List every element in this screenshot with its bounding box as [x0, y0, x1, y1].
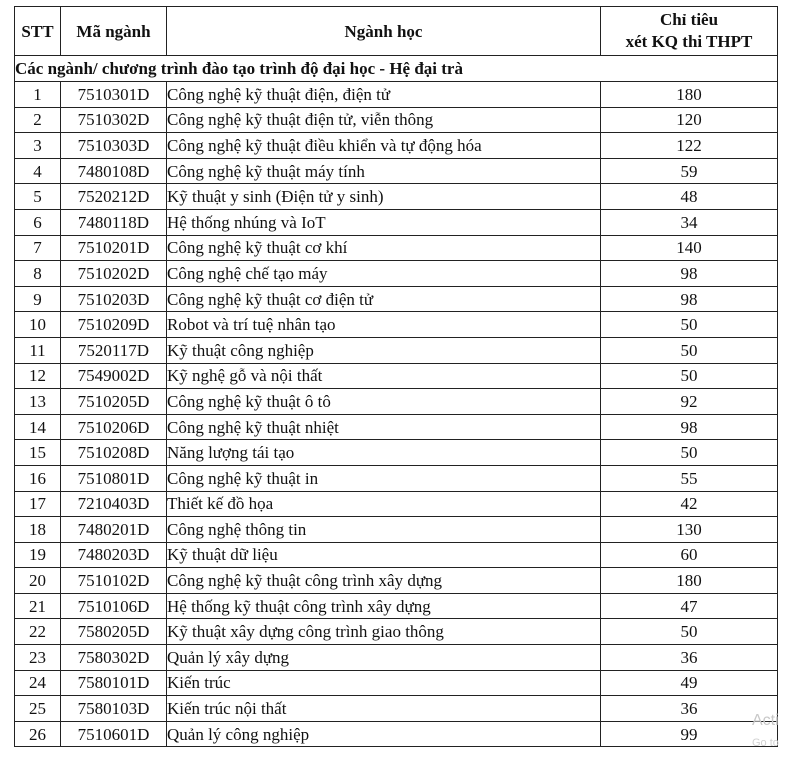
cell-stt: 21	[15, 593, 61, 619]
cell-quota: 98	[601, 414, 778, 440]
cell-major-code: 7580101D	[61, 670, 167, 696]
cell-major-name: Kỹ nghệ gỗ và nội thất	[167, 363, 601, 389]
table-row	[15, 389, 778, 415]
section-row	[15, 56, 778, 82]
header-quota	[601, 7, 778, 56]
table-row	[15, 184, 778, 210]
activation-watermark-sub: Go to	[752, 737, 779, 749]
cell-quota: 55	[601, 465, 778, 491]
cell-quota: 50	[601, 312, 778, 338]
cell-quota: 42	[601, 491, 778, 517]
cell-quota: 122	[601, 133, 778, 159]
cell-major-code: 7510102D	[61, 568, 167, 594]
cell-major-code: 7480118D	[61, 209, 167, 235]
cell-major-code: 7510302D	[61, 107, 167, 133]
cell-quota: 47	[601, 593, 778, 619]
cell-major-code: 7510202D	[61, 261, 167, 287]
cell-stt: 5	[15, 184, 61, 210]
table-row	[15, 363, 778, 389]
table-row	[15, 645, 778, 671]
table-row	[15, 209, 778, 235]
cell-major-code: 7580103D	[61, 696, 167, 722]
table-row	[15, 542, 778, 568]
cell-stt: 12	[15, 363, 61, 389]
cell-stt: 19	[15, 542, 61, 568]
cell-stt: 24	[15, 670, 61, 696]
cell-quota: 60	[601, 542, 778, 568]
header-major-code: Mã ngành	[61, 7, 167, 56]
cell-major-name: Công nghệ kỹ thuật điều khiển và tự động hóa	[167, 133, 601, 159]
cell-major-name: Công nghệ kỹ thuật nhiệt	[167, 414, 601, 440]
cell-stt: 1	[15, 82, 61, 108]
table-row	[15, 158, 778, 184]
cell-major-code: 7510801D	[61, 465, 167, 491]
cell-major-code: 7510206D	[61, 414, 167, 440]
header-quota-line1: Chỉ tiêu	[659, 10, 719, 29]
table-row	[15, 414, 778, 440]
cell-quota: 98	[601, 286, 778, 312]
cell-stt: 6	[15, 209, 61, 235]
cell-quota: 99	[601, 721, 778, 747]
cell-stt: 16	[15, 465, 61, 491]
section-title: Các ngành/ chương trình đào tạo trình độ đại học - Hệ đại trà	[15, 56, 778, 82]
cell-major-name: Công nghệ kỹ thuật ô tô	[167, 389, 601, 415]
cell-major-name: Quản lý xây dựng	[167, 645, 601, 671]
cell-quota: 50	[601, 337, 778, 363]
cell-major-code: 7510301D	[61, 82, 167, 108]
cell-major-name: Quản lý công nghiệp	[167, 721, 601, 747]
header-row	[15, 7, 778, 56]
cell-stt: 2	[15, 107, 61, 133]
cell-major-name: Thiết kế đồ họa	[167, 491, 601, 517]
cell-quota: 120	[601, 107, 778, 133]
cell-quota: 49	[601, 670, 778, 696]
header-major-name: Ngành học	[167, 7, 601, 56]
cell-quota: 36	[601, 696, 778, 722]
header-stt: STT	[15, 7, 61, 56]
cell-major-code: 7510106D	[61, 593, 167, 619]
cell-stt: 7	[15, 235, 61, 261]
cell-stt: 9	[15, 286, 61, 312]
cell-quota: 50	[601, 363, 778, 389]
cell-major-name: Công nghệ chế tạo máy	[167, 261, 601, 287]
cell-major-name: Hệ thống kỹ thuật công trình xây dựng	[167, 593, 601, 619]
table-row	[15, 491, 778, 517]
cell-major-name: Kỹ thuật y sinh (Điện tử y sinh)	[167, 184, 601, 210]
cell-major-name: Kỹ thuật dữ liệu	[167, 542, 601, 568]
cell-major-name: Công nghệ kỹ thuật cơ điện tử	[167, 286, 601, 312]
cell-quota: 50	[601, 440, 778, 466]
cell-major-code: 7510201D	[61, 235, 167, 261]
table-row	[15, 312, 778, 338]
cell-major-name: Kiến trúc	[167, 670, 601, 696]
cell-major-code: 7580205D	[61, 619, 167, 645]
cell-major-code: 7510209D	[61, 312, 167, 338]
cell-stt: 25	[15, 696, 61, 722]
table-row	[15, 619, 778, 645]
cell-major-name: Năng lượng tái tạo	[167, 440, 601, 466]
table-row	[15, 337, 778, 363]
table-row	[15, 593, 778, 619]
cell-stt: 22	[15, 619, 61, 645]
cell-major-name: Công nghệ kỹ thuật máy tính	[167, 158, 601, 184]
cell-quota: 130	[601, 517, 778, 543]
cell-quota: 34	[601, 209, 778, 235]
table-row	[15, 261, 778, 287]
table-row	[15, 696, 778, 722]
cell-quota: 59	[601, 158, 778, 184]
admission-quota-table	[14, 6, 778, 747]
cell-quota: 36	[601, 645, 778, 671]
cell-quota: 48	[601, 184, 778, 210]
cell-major-code: 7480203D	[61, 542, 167, 568]
table-row	[15, 286, 778, 312]
cell-major-name: Kỹ thuật xây dựng công trình giao thông	[167, 619, 601, 645]
cell-major-code: 7480108D	[61, 158, 167, 184]
activation-watermark: Acti	[752, 712, 779, 729]
cell-major-name: Công nghệ kỹ thuật điện tử, viễn thông	[167, 107, 601, 133]
cell-major-name: Công nghệ kỹ thuật in	[167, 465, 601, 491]
cell-major-name: Công nghệ kỹ thuật điện, điện tử	[167, 82, 601, 108]
cell-major-name: Công nghệ kỹ thuật cơ khí	[167, 235, 601, 261]
cell-quota: 92	[601, 389, 778, 415]
table-row	[15, 670, 778, 696]
cell-stt: 3	[15, 133, 61, 159]
cell-stt: 15	[15, 440, 61, 466]
cell-quota: 98	[601, 261, 778, 287]
table-row	[15, 235, 778, 261]
cell-major-code: 7510205D	[61, 389, 167, 415]
cell-major-code: 7549002D	[61, 363, 167, 389]
cell-major-code: 7510303D	[61, 133, 167, 159]
cell-stt: 14	[15, 414, 61, 440]
table-row	[15, 440, 778, 466]
cell-quota: 140	[601, 235, 778, 261]
cell-stt: 18	[15, 517, 61, 543]
cell-major-name: Hệ thống nhúng và IoT	[167, 209, 601, 235]
cell-stt: 11	[15, 337, 61, 363]
table-row	[15, 133, 778, 159]
cell-major-code: 7520117D	[61, 337, 167, 363]
table-row	[15, 568, 778, 594]
cell-major-code: 7510203D	[61, 286, 167, 312]
table-row	[15, 721, 778, 747]
cell-stt: 13	[15, 389, 61, 415]
cell-major-name: Kỹ thuật công nghiệp	[167, 337, 601, 363]
table-row	[15, 82, 778, 108]
table-row	[15, 517, 778, 543]
cell-major-code: 7480201D	[61, 517, 167, 543]
cell-major-code: 7580302D	[61, 645, 167, 671]
cell-major-code: 7510601D	[61, 721, 167, 747]
cell-quota: 180	[601, 568, 778, 594]
cell-stt: 23	[15, 645, 61, 671]
cell-stt: 8	[15, 261, 61, 287]
cell-major-name: Kiến trúc nội thất	[167, 696, 601, 722]
cell-major-code: 7510208D	[61, 440, 167, 466]
cell-stt: 4	[15, 158, 61, 184]
cell-quota: 180	[601, 82, 778, 108]
cell-quota: 50	[601, 619, 778, 645]
header-quota-line2: xét KQ thi THPT	[625, 32, 753, 51]
cell-major-name: Robot và trí tuệ nhân tạo	[167, 312, 601, 338]
cell-major-code: 7210403D	[61, 491, 167, 517]
cell-major-name: Công nghệ thông tin	[167, 517, 601, 543]
cell-stt: 17	[15, 491, 61, 517]
cell-major-name: Công nghệ kỹ thuật công trình xây dựng	[167, 568, 601, 594]
table-row	[15, 107, 778, 133]
cell-stt: 26	[15, 721, 61, 747]
cell-stt: 10	[15, 312, 61, 338]
cell-major-code: 7520212D	[61, 184, 167, 210]
table-row	[15, 465, 778, 491]
cell-stt: 20	[15, 568, 61, 594]
